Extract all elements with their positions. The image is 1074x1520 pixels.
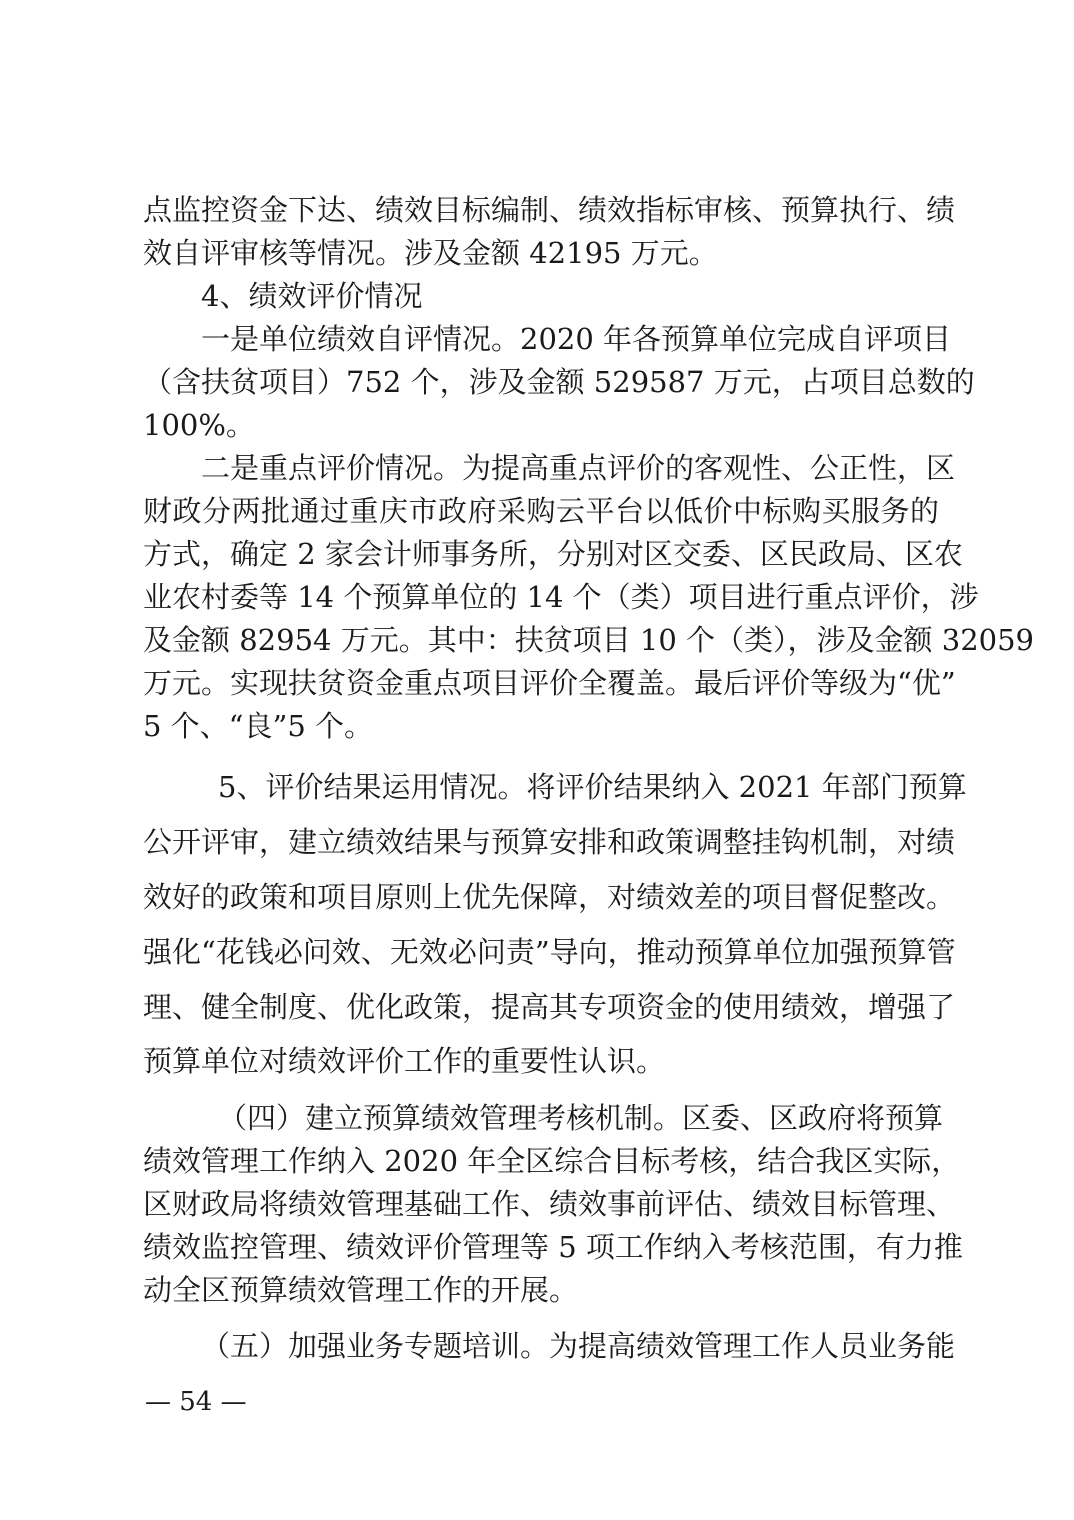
body-text-line: （五）加强业务专题培训。为提高绩效管理工作人员业务能 (201, 1329, 956, 1363)
body-text-line: （含扶贫项目）752 个，涉及金额 529587 万元，占项目总数的 (143, 365, 975, 399)
body-text-line: 绩效管理工作纳入 2020 年全区综合目标考核，结合我区实际， (143, 1144, 961, 1178)
body-text-line: 5、评价结果运用情况。将评价结果纳入 2021 年部门预算 (218, 770, 967, 804)
body-text-line: 财政分两批通过重庆市政府采购云平台以低价中标购买服务的 (143, 494, 939, 528)
body-text-line: 一是单位绩效自评情况。2020 年各预算单位完成自评项目 (201, 322, 952, 356)
body-text-line: 公开评审，建立绩效结果与预算安排和政策调整挂钩机制，对绩 (143, 825, 956, 859)
body-text-line: 绩效监控管理、绩效评价管理等 5 项工作纳入考核范围，有力推 (143, 1230, 963, 1264)
body-text-line: 方式，确定 2 家会计师事务所，分别对区交委、区民政局、区农 (143, 537, 963, 571)
body-text-line: 效自评审核等情况。涉及金额 42195 万元。 (143, 236, 718, 270)
body-text-line: 预算单位对绩效评价工作的重要性认识。 (143, 1044, 666, 1078)
body-text-line: 效好的政策和项目原则上优先保障，对绩效差的项目督促整改。 (143, 880, 956, 914)
body-text-line: 强化“花钱必问效、无效必问责”导向，推动预算单位加强预算管 (143, 935, 956, 969)
body-text-line: 二是重点评价情况。为提高重点评价的客观性、公正性，区 (201, 451, 956, 485)
body-text-line: 动全区预算绩效管理工作的开展。 (143, 1273, 579, 1307)
section-heading: 4、绩效评价情况 (201, 279, 423, 313)
page-number: — 54 — (145, 1387, 247, 1417)
body-text-line: 区财政局将绩效管理基础工作、绩效事前评估、绩效目标管理、 (143, 1187, 956, 1221)
body-text-line: 100%。 (143, 408, 255, 442)
body-text-line: 点监控资金下达、绩效目标编制、绩效指标审核、预算执行、绩 (143, 193, 956, 227)
body-text-line: 及金额 82954 万元。其中：扶贫项目 10 个（类），涉及金额 32059 (143, 623, 1035, 657)
body-text-line: 理、健全制度、优化政策，提高其专项资金的使用绩效，增强了 (143, 990, 956, 1024)
body-text-line: 万元。实现扶贫资金重点项目评价全覆盖。最后评价等级为“优” (143, 666, 956, 700)
body-text-line: 5 个、“良”5 个。 (143, 709, 373, 743)
body-text-line: 业农村委等 14 个预算单位的 14 个（类）项目进行重点评价，涉 (143, 580, 979, 614)
body-text-line: （四）建立预算绩效管理考核机制。区委、区政府将预算 (218, 1101, 944, 1135)
